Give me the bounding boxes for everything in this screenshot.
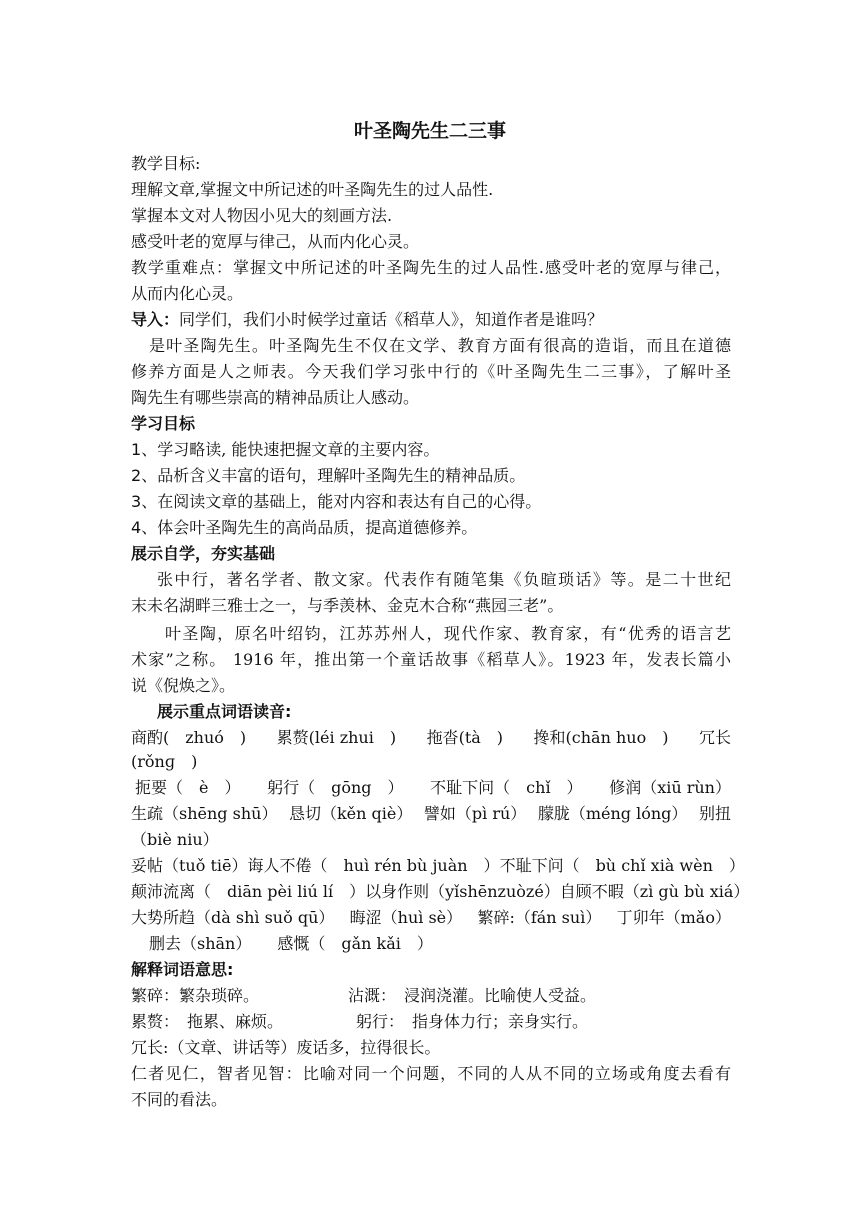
pronunciation-row: 商酌( zhuó ) 累赘(léi zhui ) 拖沓(tà ) 搀和(chān huo ) 冗长	[131, 728, 731, 747]
pronunciation-row: 大势所趋（dà shì suǒ qū） 晦涩（huì sè） 繁碎:（fán suì） 丁卯年（mǎo）	[131, 908, 731, 927]
definition-item: 累赘： 拖累、麻烦。	[131, 1012, 284, 1031]
intro-label: 导入：	[131, 310, 180, 329]
pronunciation-row: （biè niu）	[131, 830, 219, 849]
pronunciation-row: 颠沛流离（ diān pèi liú lí ） 以身作则（yǐshēnzuòzé） 自顾不暇（zì gù bù xiá）	[131, 882, 750, 901]
definition-item: 繁碎：繁杂琐碎。	[131, 986, 260, 1005]
study-goal-item: 3、在阅读文章的基础上，能对内容和表达有自己的心得。	[131, 492, 542, 511]
pronunciation-row: 删去（shān） 感慨（ gǎn kǎi ）	[149, 934, 433, 953]
definition-item: 沾溉： 浸润浇灌。比喻使人受益。	[348, 986, 597, 1005]
author-paragraph-line: 张中行，著名学者、散文家。代表作有随笔集《负暄琐话》等。是二十世纪	[157, 570, 731, 589]
pronunciation-heading: 展示重点词语读音:	[157, 702, 292, 721]
ye-paragraph-line: 叶圣陶，原名叶绍钧，江苏苏州人，现代作家、教育家，有“优秀的语言艺	[165, 624, 731, 643]
document-title: 叶圣陶先生二三事	[353, 120, 506, 142]
author-paragraph-line: 末未名湖畔三雅士之一，与季羡林、金克木合称“燕园三老”。	[131, 596, 564, 615]
explain-heading: 解释词语意思:	[131, 960, 234, 979]
definition-item: 躬行： 指身体力行；亲身实行。	[356, 1012, 589, 1031]
definition-item: 仁者见仁，智者见智：比喻对同一个问题，不同的人从不同的立场或角度去看有	[131, 1064, 731, 1083]
goals-heading: 教学目标:	[131, 154, 201, 173]
pronunciation-row: 妥帖（tuǒ tiē） 诲人不倦（ huì rén bù juàn ） 不耻下问（ bù chǐ xià wèn ）	[131, 856, 745, 875]
goal-line: 感受叶老的宽厚与律己，从而内化心灵。	[131, 232, 420, 251]
ye-paragraph-line: 说《倪焕之》。	[131, 676, 236, 695]
goal-line: 理解文章,掌握文中所记述的叶圣陶先生的过人品性.	[131, 180, 494, 199]
study-goal-item: 4、体会叶圣陶先生的高尚品质，提高道德修养。	[131, 518, 478, 537]
ye-paragraph-line: 术家”之称。 1916 年，推出第一个童话故事《稻草人》。1923 年，发表长篇小	[131, 650, 731, 669]
self-study-heading: 展示自学，夯实基础	[131, 544, 276, 563]
study-goal-item: 1、学习略读, 能快速把握文章的主要内容。	[131, 440, 440, 459]
intro-paragraph-line: 是叶圣陶先生。叶圣陶先生不仅在文学、教育方面有很高的造诣，而且在道德	[149, 336, 731, 355]
study-goal-item: 2、品析含义丰富的语句，理解叶圣陶先生的精神品质。	[131, 466, 526, 485]
pronunciation-row: 扼要（ è ） 躬行（ gōng ） 不耻下问（ chǐ ） 修润（xiū rùn）	[135, 778, 731, 797]
intro-paragraph-line: 修养方面是人之师表。今天我们学习张中行的《叶圣陶先生二三事》，了解叶圣	[131, 362, 731, 381]
intro-paragraph-line: 陶先生有哪些崇高的精神品质让人感动。	[131, 388, 420, 407]
keypoints-line: 从而内化心灵。	[131, 284, 244, 303]
definition-item: 不同的看法。	[131, 1090, 228, 1109]
goal-line: 掌握本文对人物因小见大的刻画方法.	[131, 206, 393, 225]
intro-line	[131, 308, 731, 332]
intro-text: 同学们，我们小时候学过童话《稻草人》，知道作者是谁吗？	[179, 310, 604, 329]
definition-item: 冗长:（文章、讲话等）废话多，拉得很长。	[131, 1038, 441, 1057]
study-goals-heading: 学习目标	[131, 414, 196, 433]
pronunciation-row: 生疏（shēng shū） 恳切（kěn qiè） 譬如（pì rú） 朦胧（méng lóng） 别扭	[131, 804, 731, 823]
pronunciation-row: (rǒnɡ )	[131, 752, 198, 771]
keypoints-line: 教学重难点：掌握文中所记述的叶圣陶先生的过人品性.感受叶老的宽厚与律己，	[131, 258, 731, 277]
